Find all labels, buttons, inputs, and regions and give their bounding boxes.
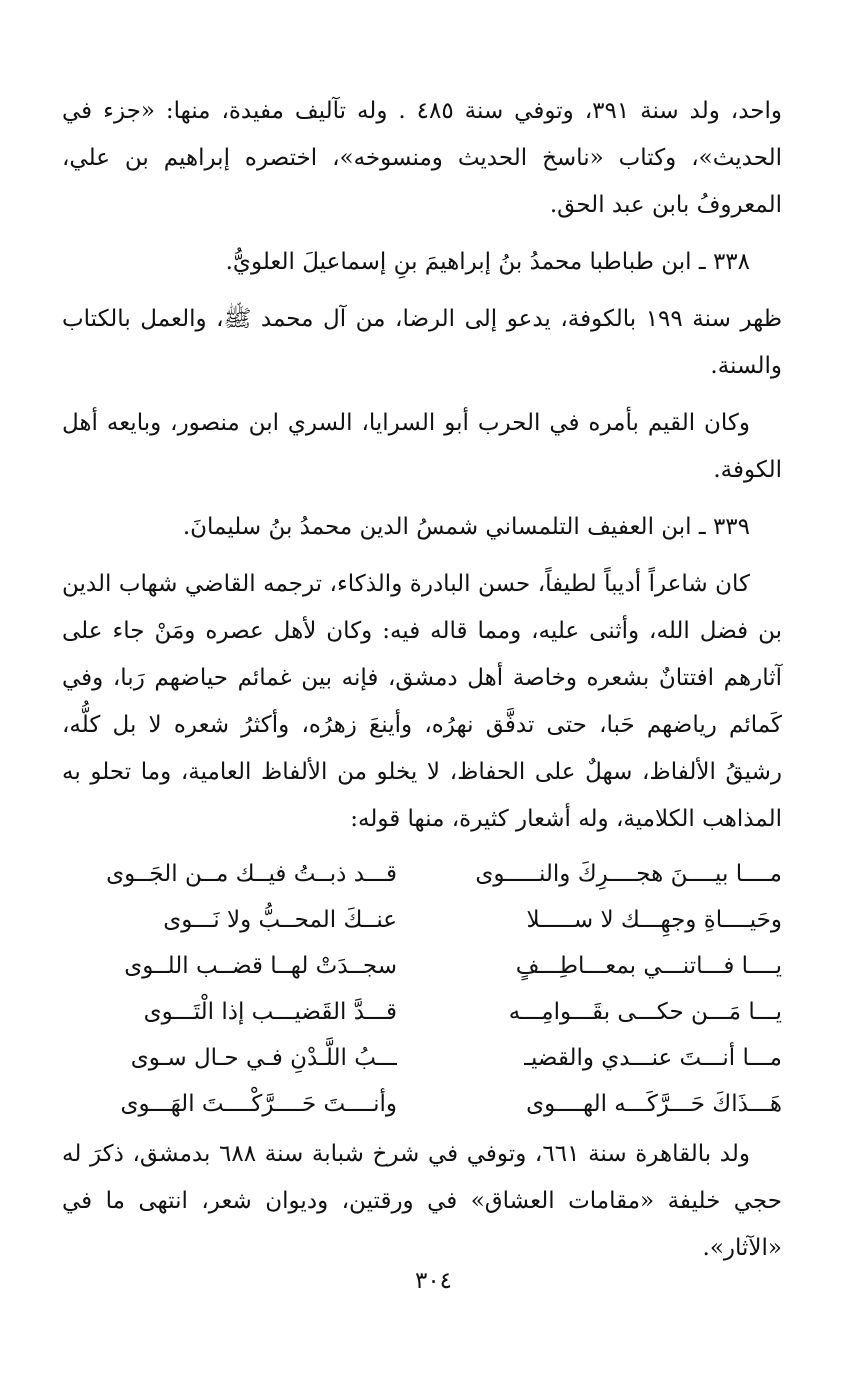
entry-heading-339: ٣٣٩ ـ ابن العفيف التلمساني شمسُ الدين محمدُ بنُ سليمانَ. (182, 514, 750, 540)
paragraph-339-a: كان شاعراً أديباً لطيفاً، حسن البادرة والذكاء، ترجمه القاضي شهاب الدين بن فضل الله، وأثنى عليه، ومما قاله فيه: وكان لأهل عصره ومَنْ جاء على آثارهم افتتانٌ بشعره وخاصة أهل دمشق، فإنه بين غمائم حياضهم رَبا، وفي كَمائم رياضهم حَبا، حتى تدفَّق نهرُه، وأينعَ زهرُه، وأكثرُ شعره لا بل كلُّه، رشيقُ الألفاظ، سهلٌ على الحفاظ، لا يخلو من الألفاظ العامية، وما تحلو به المذاهب الكلامية، وله أشعار كثيرة، منها قوله: (62, 571, 782, 832)
verse-first-hemistich: يـــا مَـــن حكـــى بقَـــوامِـــه (508, 999, 782, 1025)
page-body (62, 88, 782, 1272)
poem (62, 851, 782, 1127)
poem-verse (62, 1035, 782, 1081)
poem-verse (62, 989, 782, 1035)
spacer (62, 494, 782, 504)
verse-second-hemistich: قـــدَّ القَضيـــب إذا الْتَـــوى (143, 999, 397, 1025)
verse-first-hemistich: مـــا أنـــتَ عنـــدي والقضيـ (524, 1045, 782, 1071)
spacer (62, 286, 782, 296)
verse-second-hemistich: ـــبُ اللَّـدْنِ فـي حـال سـوى (130, 1045, 397, 1071)
spacer (62, 551, 782, 561)
paragraph-continuation: واحد، ولد سنة ٣٩١، وتوفي سنة ٤٨٥ . وله تآليف مفيدة، منها: «جزء في الحديث»، وكتاب «ناسخ الحديث ومنسوخه»، اختصره إبراهيم بن علي، المعروفُ بابن عبد الحق. (62, 98, 783, 218)
verse-second-hemistich: عنــكَ المحــبُّ ولا نَـــوى (163, 907, 397, 933)
page-number: ٣٠٤ (414, 1268, 453, 1294)
verse-second-hemistich: قـــد ذبــتُ فيــك مــن الجَــوى (106, 861, 397, 887)
paragraph-339-b: ولد بالقاهرة سنة ٦٦١، وتوفي في شرخ شبابة سنة ٦٨٨ بدمشق، ذكرَ له حجي خليفة «مقامات العشاق» في ورقتين، وديوان شعر، انتهى ما في «الآثار». (62, 1141, 782, 1261)
verse-second-hemistich: وأنــــتَ حَــــرَّكْــــتَ الهَـــوى (120, 1091, 397, 1117)
spacer (62, 390, 782, 400)
spacer (62, 229, 782, 239)
verse-first-hemistich: مــــا بيــــنَ هجــــرِكَ والنـــــوى (475, 861, 782, 887)
verse-first-hemistich: يــــا فـــاتنـــي بمعـــاطِـــفٍ (515, 953, 782, 979)
poem-verse (62, 897, 782, 943)
verse-first-hemistich: هَـــذَاكَ حَـــرَّكَـــه الهــــوى (526, 1091, 782, 1117)
poem-verse (62, 851, 782, 897)
poem-verse (62, 943, 782, 989)
paragraph-338-a: ظهر سنة ١٩٩ بالكوفة، يدعو إلى الرضا، من آل محمد ﷺ، والعمل بالكتاب والسنة. (62, 306, 782, 379)
verse-first-hemistich: وحَيــــاةِ وجهِـــك لا ســـــلا (526, 907, 782, 933)
verse-second-hemistich: سجــدَتْ لهــا قضــب اللــوى (124, 953, 397, 979)
poem-verse (62, 1081, 782, 1127)
paragraph-338-b: وكان القيم بأمره في الحرب أبو السرايا، السري ابن منصور، وبايعه أهل الكوفة. (62, 410, 782, 483)
entry-heading-338: ٣٣٨ ـ ابن طباطبا محمدُ بنُ إبراهيمَ بنِ إسماعيلَ العلويُّ. (225, 249, 750, 275)
